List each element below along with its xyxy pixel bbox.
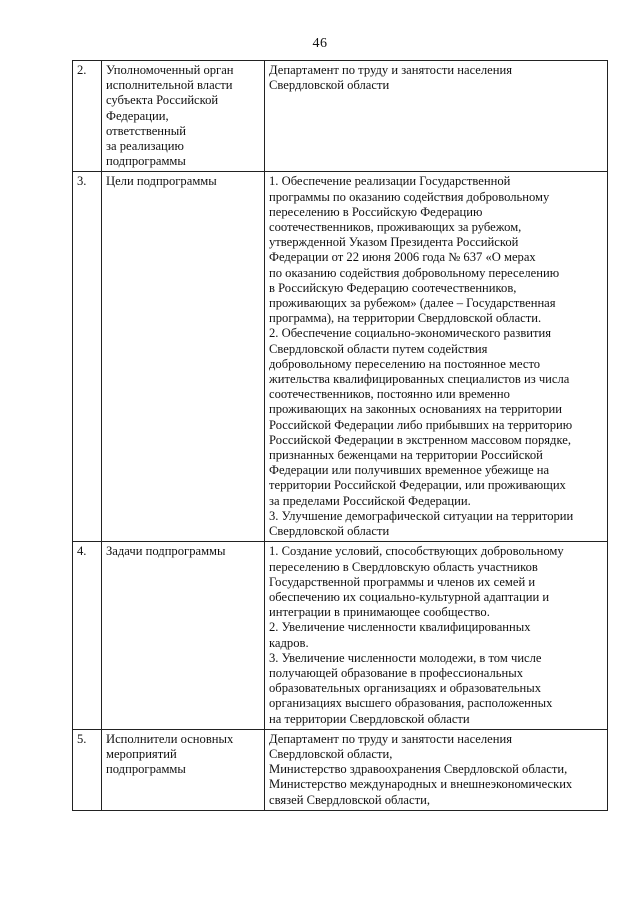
value-paragraph: 1. Создание условий, способствующих добровольному переселению в Свердловскую область участников Государственной программы и членов их семей и обеспечению их социально-культурной адаптации и интеграции в принимающее сообщество. xyxy=(269,544,564,620)
row-label: Цели подпрограммы xyxy=(102,172,265,542)
row-number: 3. xyxy=(73,172,102,542)
row-value xyxy=(265,61,608,172)
row-value xyxy=(265,172,608,542)
value-paragraph: 3. Увеличение численности молодежи, в том числе получающей образование в профессиональных образовательных организациях и образовательных организациях высшего образования, расположенных на территории Свердловской области xyxy=(269,650,553,726)
row-label: Задачи подпрограммы xyxy=(102,542,265,729)
value-paragraph: Министерство здравоохранения Свердловской области, xyxy=(269,762,568,777)
value-paragraph: Департамент по труду и занятости населения Свердловской области, xyxy=(269,731,513,761)
row-value xyxy=(265,542,608,729)
value-paragraph: 3. Улучшение демографической ситуации на территории Свердловской области xyxy=(269,508,574,539)
page-number: 46 xyxy=(312,36,328,51)
row-number: 5. xyxy=(73,729,102,810)
value-paragraph: Министерство международных и внешнеэкономических связей Свердловской области, xyxy=(269,777,573,807)
passport-table xyxy=(72,60,608,811)
row-label: Исполнители основных мероприятий подпрограммы xyxy=(102,729,265,810)
value-paragraph: 2. Обеспечение социально-экономического развития Свердловской области путем содействия добровольному переселению на постоянное место жительства квалифицированных специалистов из числа соотечественников, постоянно или временно проживающих на законных основаниях на территории Российской Федерации либо прибывших на территорию Российской Федерации в экстренном массовом порядке, признанных беженцами на территории Российской Федерации или получивших временное убежище на территории Российской Федерации, или проживающих за пределами Российской Федерации. xyxy=(269,326,573,508)
row-number: 4. xyxy=(73,542,102,729)
row-number: 2. xyxy=(73,61,102,172)
table-row xyxy=(73,542,608,729)
table-row xyxy=(73,61,608,172)
table-row xyxy=(73,172,608,542)
row-label: Уполномоченный орган исполнительной власти субъекта Российской Федерации, ответственный за реализацию подпрограммы xyxy=(102,61,265,172)
value-paragraph: 1. Обеспечение реализации Государственной программы по оказанию содействия добровольному переселению в Российскую Федерацию соотечественников, проживающих за рубежом, утвержденной Указом Президента Российской Федерации от 22 июня 2006 года № 637 «О мерах по оказанию содействия добровольному переселению в Российскую Федерацию соотечественников, проживающих за рубежом» (далее – Государственная программа), на территории Свердловской области. xyxy=(269,174,560,326)
row-value xyxy=(265,729,608,810)
value-paragraph: Департамент по труду и занятости населения Свердловской области xyxy=(269,63,513,93)
value-paragraph: 2. Увеличение численности квалифицированных кадров. xyxy=(269,620,531,650)
table-row xyxy=(73,729,608,810)
